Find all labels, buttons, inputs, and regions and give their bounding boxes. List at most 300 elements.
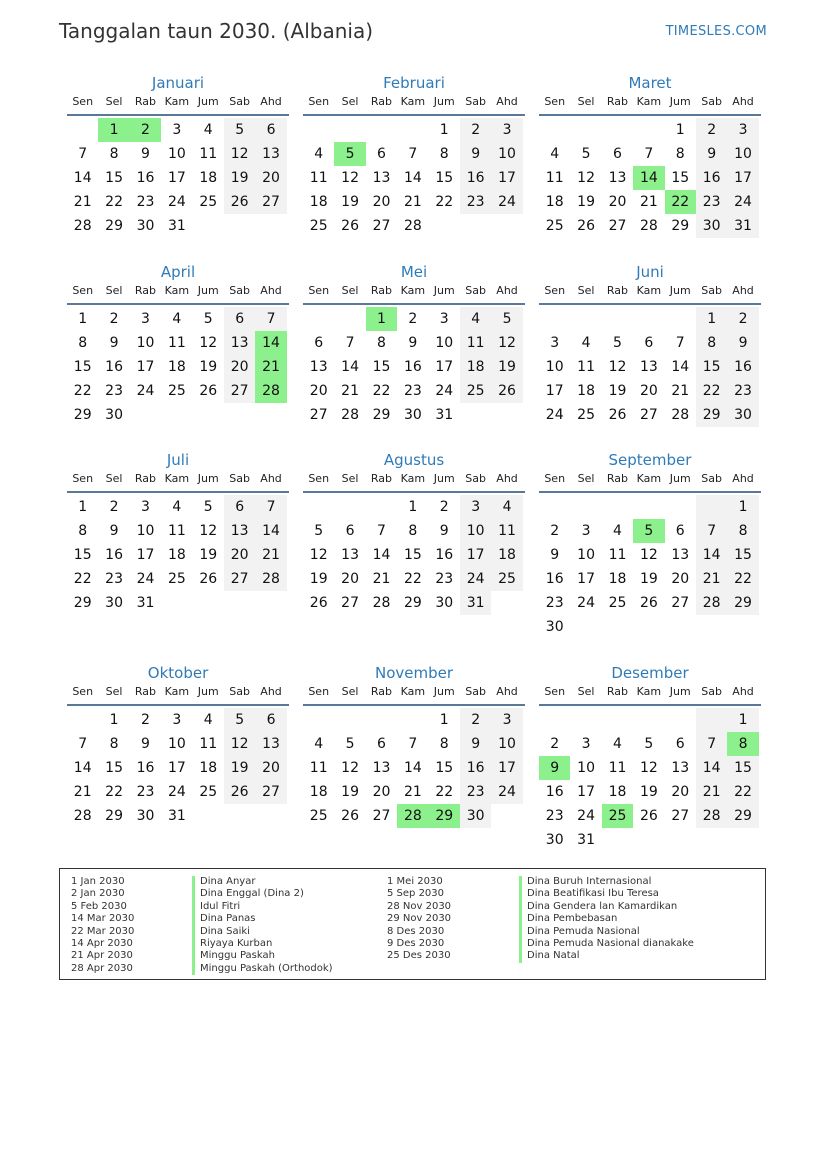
day-cell[interactable]: 28 (639, 218, 658, 234)
day-cell[interactable]: 22 (696, 379, 727, 403)
day-cell[interactable]: 24 (577, 808, 595, 824)
day-cell[interactable]: 27 (309, 407, 328, 423)
day-cell[interactable]: 18 (167, 359, 186, 375)
day-cell[interactable]: 2 (109, 499, 119, 515)
day-cell[interactable]: 9 (550, 547, 560, 563)
day-cell[interactable]: 25 (167, 383, 186, 399)
day-cell[interactable]: 10 (167, 146, 186, 162)
day-cell[interactable]: 13 (255, 142, 286, 166)
day-cell[interactable]: 10 (577, 547, 595, 563)
day-cell[interactable]: 10 (491, 732, 522, 756)
day-cell[interactable]: 8 (675, 146, 685, 162)
day-cell[interactable]: 19 (224, 756, 255, 780)
day-cell[interactable]: 18 (309, 784, 328, 800)
day-cell[interactable]: 29 (696, 403, 727, 427)
day-cell[interactable]: 7 (696, 519, 727, 543)
day-cell[interactable]: 21 (73, 194, 92, 210)
day-cell[interactable]: 7 (255, 495, 286, 519)
holiday-day[interactable]: 9 (539, 756, 570, 780)
day-cell[interactable]: 20 (608, 194, 627, 210)
day-cell[interactable]: 7 (644, 146, 654, 162)
day-cell[interactable]: 20 (671, 784, 690, 800)
day-cell[interactable]: 17 (136, 547, 155, 563)
day-cell[interactable]: 12 (608, 359, 627, 375)
day-cell[interactable]: 17 (136, 359, 155, 375)
day-cell[interactable]: 11 (608, 547, 627, 563)
day-cell[interactable]: 26 (577, 218, 595, 234)
day-cell[interactable]: 5 (203, 311, 213, 327)
day-cell[interactable]: 14 (696, 756, 727, 780)
holiday-day[interactable]: 28 (255, 379, 286, 403)
day-cell[interactable]: 14 (696, 543, 727, 567)
day-cell[interactable]: 4 (172, 499, 182, 515)
holiday-day[interactable]: 2 (130, 118, 161, 142)
day-cell[interactable]: 22 (105, 194, 123, 210)
day-cell[interactable]: 10 (577, 760, 595, 776)
day-cell[interactable]: 28 (341, 407, 359, 423)
day-cell[interactable]: 25 (577, 407, 595, 423)
day-cell[interactable]: 9 (109, 523, 119, 539)
day-cell[interactable]: 9 (439, 523, 449, 539)
day-cell[interactable]: 2 (109, 311, 119, 327)
day-cell[interactable]: 13 (372, 760, 391, 776)
day-cell[interactable]: 22 (435, 784, 454, 800)
day-cell[interactable]: 19 (199, 359, 218, 375)
day-cell[interactable]: 17 (545, 383, 564, 399)
day-cell[interactable]: 4 (613, 736, 622, 752)
day-cell[interactable]: 12 (341, 170, 359, 186)
holiday-day[interactable]: 5 (334, 142, 365, 166)
day-cell[interactable]: 14 (372, 547, 391, 563)
day-cell[interactable]: 18 (199, 760, 218, 776)
day-cell[interactable]: 5 (491, 307, 522, 331)
day-cell[interactable]: 3 (460, 495, 491, 519)
day-cell[interactable]: 8 (78, 335, 88, 351)
day-cell[interactable]: 13 (671, 547, 690, 563)
day-cell[interactable]: 17 (727, 166, 758, 190)
day-cell[interactable]: 15 (727, 756, 758, 780)
day-cell[interactable]: 21 (403, 194, 422, 210)
day-cell[interactable]: 25 (545, 218, 564, 234)
day-cell[interactable]: 17 (167, 760, 186, 776)
day-cell[interactable]: 10 (167, 736, 186, 752)
day-cell[interactable]: 24 (136, 383, 155, 399)
day-cell[interactable]: 13 (224, 331, 255, 355)
day-cell[interactable]: 14 (73, 760, 92, 776)
day-cell[interactable]: 12 (639, 547, 658, 563)
day-cell[interactable]: 8 (408, 523, 418, 539)
day-cell[interactable]: 6 (255, 118, 286, 142)
holiday-day[interactable]: 22 (665, 190, 696, 214)
day-cell[interactable]: 16 (105, 547, 123, 563)
day-cell[interactable]: 31 (167, 808, 186, 824)
day-cell[interactable]: 8 (439, 146, 449, 162)
day-cell[interactable]: 21 (696, 780, 727, 804)
day-cell[interactable]: 16 (545, 571, 564, 587)
day-cell[interactable]: 18 (460, 355, 491, 379)
day-cell[interactable]: 23 (435, 571, 454, 587)
day-cell[interactable]: 25 (309, 808, 328, 824)
day-cell[interactable]: 29 (372, 407, 391, 423)
day-cell[interactable]: 19 (639, 784, 658, 800)
day-cell[interactable]: 20 (372, 194, 391, 210)
day-cell[interactable]: 31 (727, 214, 758, 238)
day-cell[interactable]: 13 (671, 760, 690, 776)
day-cell[interactable]: 2 (460, 118, 491, 142)
day-cell[interactable]: 19 (224, 166, 255, 190)
day-cell[interactable]: 6 (675, 736, 685, 752)
day-cell[interactable]: 22 (435, 194, 454, 210)
day-cell[interactable]: 24 (491, 190, 522, 214)
day-cell[interactable]: 13 (224, 519, 255, 543)
day-cell[interactable]: 6 (224, 307, 255, 331)
day-cell[interactable]: 9 (141, 146, 150, 162)
day-cell[interactable]: 25 (199, 784, 218, 800)
day-cell[interactable]: 19 (341, 194, 359, 210)
day-cell[interactable]: 23 (136, 784, 155, 800)
day-cell[interactable]: 5 (644, 736, 654, 752)
day-cell[interactable]: 17 (491, 166, 522, 190)
day-cell[interactable]: 5 (224, 118, 255, 142)
day-cell[interactable]: 25 (491, 567, 522, 591)
holiday-day[interactable]: 29 (429, 804, 460, 828)
day-cell[interactable]: 4 (460, 307, 491, 331)
day-cell[interactable]: 31 (435, 407, 454, 423)
day-cell[interactable]: 25 (608, 595, 627, 611)
day-cell[interactable]: 8 (439, 736, 449, 752)
day-cell[interactable]: 19 (491, 355, 522, 379)
day-cell[interactable]: 20 (224, 355, 255, 379)
day-cell[interactable]: 9 (696, 142, 727, 166)
day-cell[interactable]: 22 (372, 383, 391, 399)
day-cell[interactable]: 2 (141, 712, 150, 728)
day-cell[interactable]: 9 (460, 142, 491, 166)
day-cell[interactable]: 20 (341, 571, 359, 587)
day-cell[interactable]: 27 (255, 190, 286, 214)
day-cell[interactable]: 10 (435, 335, 454, 351)
day-cell[interactable]: 21 (372, 571, 391, 587)
day-cell[interactable]: 30 (435, 595, 454, 611)
day-cell[interactable]: 15 (372, 359, 391, 375)
day-cell[interactable]: 27 (671, 808, 690, 824)
day-cell[interactable]: 16 (136, 170, 155, 186)
day-cell[interactable]: 4 (203, 122, 213, 138)
holiday-day[interactable]: 14 (633, 166, 664, 190)
day-cell[interactable]: 5 (203, 499, 213, 515)
day-cell[interactable]: 7 (675, 335, 685, 351)
day-cell[interactable]: 6 (644, 335, 654, 351)
day-cell[interactable]: 10 (136, 335, 155, 351)
day-cell[interactable]: 26 (199, 571, 218, 587)
day-cell[interactable]: 7 (255, 307, 286, 331)
day-cell[interactable]: 29 (727, 804, 758, 828)
day-cell[interactable]: 28 (73, 218, 92, 234)
day-cell[interactable]: 1 (408, 499, 418, 515)
day-cell[interactable]: 8 (696, 331, 727, 355)
day-cell[interactable]: 14 (73, 170, 92, 186)
day-cell[interactable]: 25 (309, 218, 328, 234)
day-cell[interactable]: 26 (199, 383, 218, 399)
day-cell[interactable]: 30 (136, 808, 155, 824)
day-cell[interactable]: 29 (403, 595, 422, 611)
day-cell[interactable]: 16 (403, 359, 422, 375)
day-cell[interactable]: 11 (309, 170, 328, 186)
day-cell[interactable]: 18 (608, 571, 627, 587)
day-cell[interactable]: 20 (639, 383, 658, 399)
day-cell[interactable]: 27 (255, 780, 286, 804)
day-cell[interactable]: 23 (696, 190, 727, 214)
day-cell[interactable]: 6 (255, 708, 286, 732)
day-cell[interactable]: 5 (314, 523, 324, 539)
day-cell[interactable]: 15 (73, 547, 92, 563)
day-cell[interactable]: 13 (639, 359, 658, 375)
day-cell[interactable]: 26 (639, 808, 658, 824)
day-cell[interactable]: 3 (141, 311, 150, 327)
day-cell[interactable]: 24 (727, 190, 758, 214)
day-cell[interactable]: 5 (345, 736, 355, 752)
day-cell[interactable]: 18 (309, 194, 328, 210)
day-cell[interactable]: 2 (460, 708, 491, 732)
day-cell[interactable]: 13 (309, 359, 328, 375)
day-cell[interactable]: 8 (727, 519, 758, 543)
day-cell[interactable]: 12 (639, 760, 658, 776)
day-cell[interactable]: 1 (727, 495, 758, 519)
day-cell[interactable]: 23 (727, 379, 758, 403)
day-cell[interactable]: 30 (696, 214, 727, 238)
day-cell[interactable]: 4 (550, 146, 560, 162)
day-cell[interactable]: 22 (105, 784, 123, 800)
day-cell[interactable]: 29 (73, 595, 92, 611)
day-cell[interactable]: 30 (403, 407, 422, 423)
day-cell[interactable]: 6 (675, 523, 685, 539)
day-cell[interactable]: 15 (435, 170, 454, 186)
day-cell[interactable]: 19 (608, 383, 627, 399)
day-cell[interactable]: 11 (608, 760, 627, 776)
holiday-day[interactable]: 28 (397, 804, 428, 828)
holiday-day[interactable]: 5 (633, 519, 664, 543)
day-cell[interactable]: 11 (491, 519, 522, 543)
day-cell[interactable]: 8 (78, 523, 88, 539)
day-cell[interactable]: 27 (608, 218, 627, 234)
day-cell[interactable]: 24 (460, 567, 491, 591)
day-cell[interactable]: 18 (167, 547, 186, 563)
day-cell[interactable]: 11 (577, 359, 595, 375)
day-cell[interactable]: 25 (460, 379, 491, 403)
day-cell[interactable]: 6 (314, 335, 324, 351)
day-cell[interactable]: 27 (224, 379, 255, 403)
day-cell[interactable]: 20 (309, 383, 328, 399)
day-cell[interactable]: 7 (78, 146, 88, 162)
day-cell[interactable]: 15 (727, 543, 758, 567)
day-cell[interactable]: 8 (109, 736, 119, 752)
day-cell[interactable]: 23 (460, 780, 491, 804)
day-cell[interactable]: 8 (109, 146, 119, 162)
day-cell[interactable]: 30 (460, 804, 491, 828)
day-cell[interactable]: 13 (255, 732, 286, 756)
day-cell[interactable]: 21 (671, 383, 690, 399)
day-cell[interactable]: 17 (577, 784, 595, 800)
day-cell[interactable]: 20 (224, 543, 255, 567)
day-cell[interactable]: 2 (550, 523, 560, 539)
day-cell[interactable]: 20 (255, 756, 286, 780)
day-cell[interactable]: 22 (73, 383, 92, 399)
day-cell[interactable]: 6 (345, 523, 355, 539)
day-cell[interactable]: 7 (377, 523, 386, 539)
day-cell[interactable]: 14 (403, 170, 422, 186)
day-cell[interactable]: 11 (199, 736, 218, 752)
day-cell[interactable]: 18 (491, 543, 522, 567)
day-cell[interactable]: 13 (372, 170, 391, 186)
day-cell[interactable]: 2 (727, 307, 758, 331)
day-cell[interactable]: 10 (545, 359, 564, 375)
day-cell[interactable]: 17 (491, 756, 522, 780)
day-cell[interactable]: 9 (109, 335, 119, 351)
day-cell[interactable]: 15 (105, 170, 123, 186)
day-cell[interactable]: 30 (105, 595, 123, 611)
day-cell[interactable]: 17 (460, 543, 491, 567)
day-cell[interactable]: 1 (439, 712, 449, 728)
day-cell[interactable]: 12 (199, 335, 218, 351)
day-cell[interactable]: 16 (105, 359, 123, 375)
day-cell[interactable]: 28 (73, 808, 92, 824)
day-cell[interactable]: 27 (639, 407, 658, 423)
day-cell[interactable]: 23 (136, 194, 155, 210)
day-cell[interactable]: 10 (460, 519, 491, 543)
day-cell[interactable]: 30 (727, 403, 758, 427)
day-cell[interactable]: 26 (639, 595, 658, 611)
day-cell[interactable]: 14 (403, 760, 422, 776)
day-cell[interactable]: 24 (136, 571, 155, 587)
day-cell[interactable]: 14 (671, 359, 690, 375)
day-cell[interactable]: 18 (608, 784, 627, 800)
day-cell[interactable]: 11 (199, 146, 218, 162)
day-cell[interactable]: 12 (224, 732, 255, 756)
day-cell[interactable]: 16 (435, 547, 454, 563)
day-cell[interactable]: 28 (372, 595, 391, 611)
day-cell[interactable]: 29 (671, 218, 690, 234)
day-cell[interactable]: 10 (136, 523, 155, 539)
day-cell[interactable]: 20 (255, 166, 286, 190)
day-cell[interactable]: 3 (172, 712, 182, 728)
day-cell[interactable]: 3 (141, 499, 150, 515)
day-cell[interactable]: 7 (78, 736, 88, 752)
day-cell[interactable]: 28 (671, 407, 690, 423)
day-cell[interactable]: 1 (439, 122, 449, 138)
day-cell[interactable]: 17 (577, 571, 595, 587)
day-cell[interactable]: 12 (577, 170, 595, 186)
day-cell[interactable]: 18 (199, 170, 218, 186)
day-cell[interactable]: 28 (255, 567, 286, 591)
day-cell[interactable]: 3 (439, 311, 449, 327)
day-cell[interactable]: 10 (727, 142, 758, 166)
day-cell[interactable]: 19 (309, 571, 328, 587)
day-cell[interactable]: 28 (696, 591, 727, 615)
day-cell[interactable]: 24 (491, 780, 522, 804)
day-cell[interactable]: 30 (545, 832, 564, 848)
day-cell[interactable]: 19 (199, 547, 218, 563)
day-cell[interactable]: 13 (608, 170, 627, 186)
day-cell[interactable]: 4 (172, 311, 182, 327)
day-cell[interactable]: 12 (341, 760, 359, 776)
day-cell[interactable]: 24 (545, 407, 564, 423)
day-cell[interactable]: 15 (696, 355, 727, 379)
day-cell[interactable]: 13 (341, 547, 359, 563)
day-cell[interactable]: 24 (435, 383, 454, 399)
day-cell[interactable]: 20 (671, 571, 690, 587)
day-cell[interactable]: 10 (491, 142, 522, 166)
day-cell[interactable]: 16 (460, 166, 491, 190)
day-cell[interactable]: 23 (105, 571, 123, 587)
day-cell[interactable]: 1 (675, 122, 685, 138)
day-cell[interactable]: 16 (460, 756, 491, 780)
day-cell[interactable]: 11 (167, 335, 186, 351)
day-cell[interactable]: 16 (696, 166, 727, 190)
day-cell[interactable]: 16 (727, 355, 758, 379)
day-cell[interactable]: 23 (545, 808, 564, 824)
day-cell[interactable]: 19 (639, 571, 658, 587)
day-cell[interactable]: 3 (172, 122, 182, 138)
day-cell[interactable]: 11 (545, 170, 564, 186)
day-cell[interactable]: 23 (105, 383, 123, 399)
day-cell[interactable]: 1 (78, 311, 88, 327)
day-cell[interactable]: 4 (314, 146, 324, 162)
day-cell[interactable]: 26 (224, 780, 255, 804)
day-cell[interactable]: 26 (309, 595, 328, 611)
day-cell[interactable]: 26 (224, 190, 255, 214)
day-cell[interactable]: 7 (408, 146, 418, 162)
brand-logo[interactable]: TIMESLES.COM (665, 24, 767, 39)
holiday-day[interactable]: 14 (255, 331, 286, 355)
day-cell[interactable]: 6 (224, 495, 255, 519)
day-cell[interactable]: 14 (341, 359, 359, 375)
day-cell[interactable]: 29 (727, 591, 758, 615)
day-cell[interactable]: 22 (727, 567, 758, 591)
day-cell[interactable]: 26 (341, 218, 359, 234)
day-cell[interactable]: 17 (435, 359, 454, 375)
day-cell[interactable]: 5 (613, 335, 622, 351)
day-cell[interactable]: 29 (105, 808, 123, 824)
day-cell[interactable]: 15 (435, 760, 454, 776)
day-cell[interactable]: 19 (341, 784, 359, 800)
day-cell[interactable]: 3 (581, 736, 591, 752)
day-cell[interactable]: 5 (224, 708, 255, 732)
day-cell[interactable]: 1 (696, 307, 727, 331)
day-cell[interactable]: 9 (460, 732, 491, 756)
day-cell[interactable]: 15 (403, 547, 422, 563)
day-cell[interactable]: 11 (460, 331, 491, 355)
holiday-day[interactable]: 1 (98, 118, 129, 142)
day-cell[interactable]: 16 (545, 784, 564, 800)
day-cell[interactable]: 6 (377, 146, 386, 162)
day-cell[interactable]: 12 (199, 523, 218, 539)
day-cell[interactable]: 1 (78, 499, 88, 515)
day-cell[interactable]: 28 (403, 218, 422, 234)
day-cell[interactable]: 14 (255, 519, 286, 543)
day-cell[interactable]: 31 (167, 218, 186, 234)
day-cell[interactable]: 22 (73, 571, 92, 587)
day-cell[interactable]: 18 (577, 383, 595, 399)
day-cell[interactable]: 15 (73, 359, 92, 375)
day-cell[interactable]: 3 (491, 708, 522, 732)
day-cell[interactable]: 20 (372, 784, 391, 800)
day-cell[interactable]: 27 (341, 595, 359, 611)
day-cell[interactable]: 22 (403, 571, 422, 587)
day-cell[interactable]: 25 (167, 571, 186, 587)
day-cell[interactable]: 17 (167, 170, 186, 186)
day-cell[interactable]: 25 (199, 194, 218, 210)
day-cell[interactable]: 2 (439, 499, 449, 515)
day-cell[interactable]: 31 (577, 832, 595, 848)
